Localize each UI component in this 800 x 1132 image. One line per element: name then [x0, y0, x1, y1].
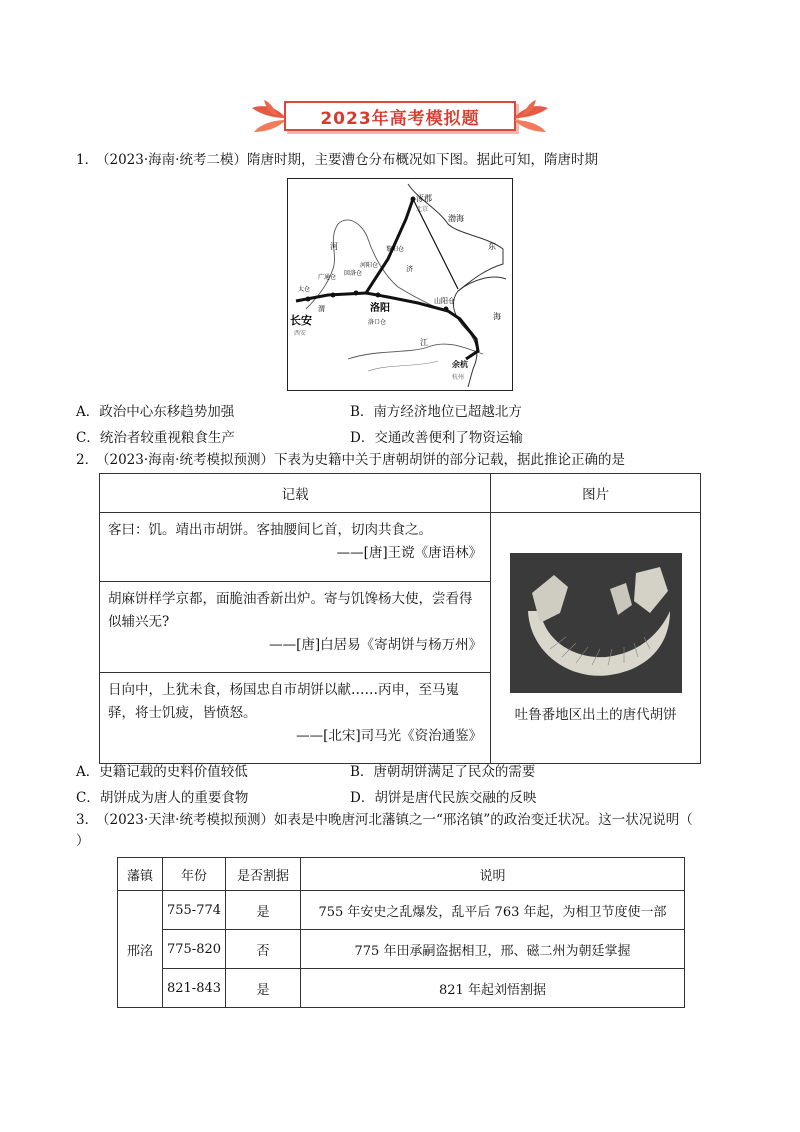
option-text: 胡饼是唐代民族交融的反映 [374, 790, 537, 806]
map-label: 东 [488, 242, 496, 251]
hubing-photo-icon [510, 553, 682, 693]
map-label: 河阳仓 [360, 262, 379, 269]
q1-option-c[interactable] [76, 426, 235, 446]
question-text: （2023·海南·统考二模）隋唐时期，主要漕仓分布概况如下图。据此可知，隋唐时期 [96, 152, 598, 168]
option-text: 南方经济地位已超越北方 [373, 404, 522, 420]
q2-option-b[interactable] [350, 760, 535, 780]
table-cell: 755-774 [163, 891, 226, 930]
record-text: 胡麻饼样学京都，面脆油香新出炉。寄与饥馋杨大使，尝看得似辅兴无? [108, 591, 473, 630]
table-cell: 821-843 [163, 969, 226, 1008]
table-cell: 775-820 [163, 930, 226, 969]
record-source: ——[唐]王谠《唐语林》 [336, 545, 483, 561]
option-letter: A． [76, 404, 100, 420]
map-label: 渭 [318, 305, 325, 313]
map-label: 渤海 [448, 214, 464, 223]
xingluo-table [117, 857, 685, 1008]
q1-option-a[interactable] [76, 400, 234, 420]
option-letter: C． [76, 790, 100, 806]
map-label: 广通仓 [318, 274, 337, 281]
map-label: 太仓 [298, 286, 311, 293]
option-letter: B． [350, 404, 374, 420]
option-text: 交通改善便利了物资运输 [374, 430, 523, 446]
record-source: ——[北宋]司马光《资治通鉴》 [296, 728, 483, 744]
map-label: 河 [330, 242, 338, 251]
option-text: 政治中心东移趋势加强 [99, 404, 235, 420]
option-letter: D． [350, 430, 375, 446]
question-number: 1． [76, 152, 99, 168]
map-label: 北京 [416, 206, 429, 213]
option-text: 史籍记载的史料价值较低 [99, 764, 248, 780]
option-text: 唐朝胡饼满足了民众的需要 [373, 764, 536, 780]
hubing-photo [510, 553, 682, 693]
table-cell: 775 年田承嗣盗据相卫，邢、磁二州为朝廷掌握 [301, 930, 685, 969]
map-label: 洛阳 [370, 303, 390, 314]
question-text-end: ） [76, 833, 90, 849]
map-label: 济 [406, 265, 413, 273]
map-label: 涿郡 [416, 194, 432, 203]
map-label: 山阳仓 [434, 297, 455, 305]
option-letter: A． [76, 764, 100, 780]
q2-option-d[interactable] [350, 786, 536, 806]
table-cell: 否 [226, 930, 301, 969]
question-text: （2023·海南·统考模拟预测）下表为史籍中关于唐朝胡饼的部分记载，据此推论正确的是 [96, 452, 625, 468]
map-label: 洛口仓 [368, 319, 387, 326]
table-header-records: 记载 [100, 474, 491, 513]
canal-map-drawing [288, 179, 511, 389]
table-header: 年份 [163, 858, 226, 891]
q2-option-a[interactable] [76, 760, 248, 780]
map-label: 西安 [294, 330, 307, 337]
record-row [100, 582, 491, 673]
canal-map [287, 178, 513, 391]
option-letter: B． [350, 764, 374, 780]
question-number: 3． [76, 812, 99, 828]
table-header-picture: 图片 [491, 474, 701, 513]
record-text: 日向中，上犹未食，杨国忠自市胡饼以献……丙申，至马嵬驿，将士饥疲，皆愤怒。 [108, 682, 459, 721]
question-1-stem [76, 150, 708, 171]
banner-title: 2023年高考模拟题 [284, 101, 516, 131]
map-label: 回洛仓 [344, 270, 363, 277]
record-row [100, 513, 491, 582]
record-source: ——[唐]白居易《寄胡饼与杨万州》 [269, 637, 483, 653]
laurel-right-icon [512, 98, 552, 136]
picture-cell [491, 513, 701, 764]
option-text: 胡饼成为唐人的重要食物 [99, 790, 249, 806]
table-cell: 是 [226, 969, 301, 1008]
map-label: 杭州 [452, 374, 465, 381]
q1-option-d[interactable] [350, 426, 523, 446]
question-2-stem [76, 450, 708, 471]
table-cell: 821 年起刘悟割据 [301, 969, 685, 1008]
map-label: 长安 [290, 314, 312, 327]
hubing-records-table [99, 473, 701, 764]
table-cell: 755 年安史之乱爆发，乱平后 763 年起，为相卫节度使一部 [301, 891, 685, 930]
table-cell-zhen: 邢洺 [118, 891, 163, 1008]
table-header: 说明 [301, 858, 685, 891]
section-banner [248, 98, 552, 136]
laurel-left-icon [248, 98, 288, 136]
map-label: 余杭 [452, 360, 468, 369]
record-row [100, 673, 491, 764]
record-text: 客曰：饥。靖出市胡饼。客抽腰间匕首，切肉共食之。 [108, 522, 432, 538]
q2-option-c[interactable] [76, 786, 248, 806]
question-text: （2023·天津·统考模拟预测）如表是中晚唐河北藩镇之一“邢洺镇”的政治变迁状况。这一状况说明（ [96, 812, 693, 828]
option-text: 统治者较重视粮食生产 [99, 430, 235, 446]
option-letter: C． [76, 430, 100, 446]
map-label: 江 [420, 338, 428, 347]
option-letter: D． [350, 790, 375, 806]
question-3-stem [76, 810, 730, 852]
photo-caption: 吐鲁番地区出土的唐代胡饼 [514, 707, 677, 723]
table-header: 是否割据 [226, 858, 301, 891]
q1-option-b[interactable] [350, 400, 522, 420]
map-label: 黎阳仓 [386, 246, 405, 253]
table-cell: 是 [226, 891, 301, 930]
map-label: 海 [493, 312, 501, 321]
question-number: 2． [76, 452, 99, 468]
table-header: 藩镇 [118, 858, 163, 891]
